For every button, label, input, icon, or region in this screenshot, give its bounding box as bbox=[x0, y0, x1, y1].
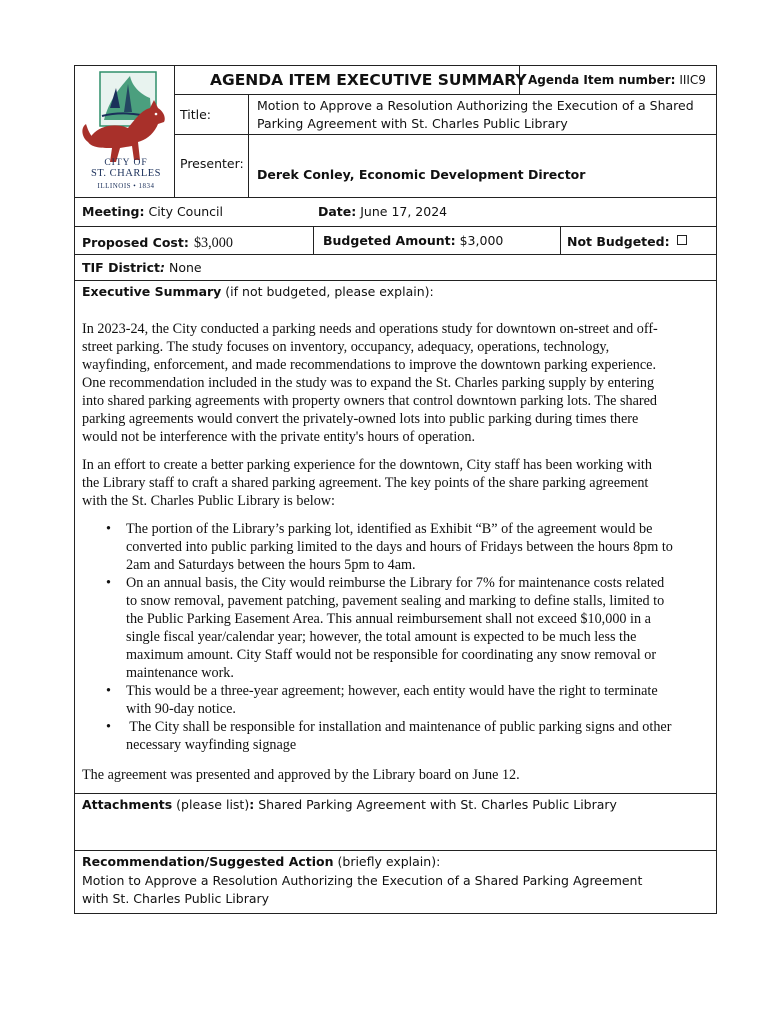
divider bbox=[74, 850, 717, 851]
title-line: Parking Agreement with St. Charles Public Library bbox=[257, 116, 568, 131]
tif-value: None bbox=[168, 260, 202, 275]
document-title: AGENDA ITEM EXECUTIVE SUMMARY bbox=[210, 71, 527, 89]
title-label: Title: bbox=[180, 107, 211, 122]
text-line: would not be interference with the private entity's hours of operation. bbox=[82, 429, 475, 445]
date-label: Date: bbox=[318, 204, 357, 219]
text-line: parking agreements would convert the privately-owned lots into public parking during times there bbox=[82, 411, 639, 427]
budgeted-amount-value: $3,000 bbox=[459, 233, 504, 248]
recommendation-label: Recommendation/Suggested Action bbox=[82, 854, 334, 869]
tif-label: TIF District bbox=[82, 260, 160, 275]
logo-city-of: CITY OF bbox=[104, 158, 148, 168]
logo-city-name: ST. CHARLES bbox=[90, 168, 162, 179]
text-line: street parking. The study focuses on inventory, occupancy, adequacy, operations, technology, bbox=[82, 339, 610, 355]
text-line: with the St. Charles Public Library is below: bbox=[82, 493, 335, 509]
recommendation-line: with St. Charles Public Library bbox=[82, 891, 270, 906]
summary-paragraph-2 bbox=[82, 456, 712, 510]
divider bbox=[74, 226, 717, 227]
divider bbox=[174, 65, 175, 197]
divider bbox=[74, 254, 717, 255]
executive-summary-label: Executive Summary bbox=[82, 284, 222, 299]
not-budgeted-checkbox[interactable] bbox=[677, 235, 687, 245]
attachments-hint: (please list) bbox=[172, 797, 250, 812]
divider bbox=[248, 94, 249, 197]
agenda-item-number bbox=[528, 73, 706, 87]
divider bbox=[174, 134, 717, 135]
list-item: • On an annual basis, the City would reimburse the Library for 7% for maintenance costs related to snow removal, pavement patching, pavement sealing and marking to define stalls, limited to the Public Parking Easement Area. This annual reimbursement shall not exceed $10,000 in a single fiscal year/calendar year; however, the total amount is expected to be much less the maximum amount. City Staff would not be responsible for coordinating any snow removal or maintenance work. bbox=[80, 574, 716, 682]
executive-summary-heading bbox=[82, 284, 434, 299]
text-line: into shared parking agreements with property owners that control downtown parking lots. The shared bbox=[82, 393, 657, 409]
attachments-label: Attachments bbox=[82, 797, 173, 812]
agenda-item-value: IIIC9 bbox=[679, 73, 706, 87]
tif-district-field bbox=[82, 260, 202, 275]
attachments-colon: : bbox=[249, 797, 255, 812]
divider bbox=[74, 793, 717, 794]
recommendation-hint: (briefly explain): bbox=[333, 854, 441, 869]
presenter-label: Presenter: bbox=[180, 156, 244, 171]
budgeted-amount-field bbox=[323, 233, 503, 248]
divider bbox=[560, 226, 561, 254]
title-line: Motion to Approve a Resolution Authorizing the Execution of a Shared bbox=[257, 98, 694, 113]
divider bbox=[74, 280, 717, 281]
divider bbox=[313, 226, 314, 254]
text-line: the Library staff to craft a shared parking agreement. The key points of the share parking agreement bbox=[82, 475, 649, 491]
text-line: One recommendation included in the study was to expand the St. Charles parking supply by entering bbox=[82, 375, 655, 391]
proposed-cost-label: Proposed Cost: bbox=[82, 235, 189, 250]
fox-logo-icon bbox=[80, 68, 172, 168]
list-item: • The portion of the Library’s parking lot, identified as Exhibit “B” of the agreement would be converted into public parking limited to the days and hours of Fridays between the hours 8pm to 2am and Saturdays between the hours 5pm to 4am. bbox=[80, 520, 716, 574]
attachments-field bbox=[82, 797, 617, 812]
meeting-label: Meeting: bbox=[82, 204, 145, 219]
list-item: • The City shall be responsible for installation and maintenance of public parking signs and other necessary wayfinding signage bbox=[80, 718, 716, 754]
text-line: In an effort to create a better parking experience for the downtown, City staff has been working with bbox=[82, 457, 652, 473]
recommendation-line: Motion to Approve a Resolution Authorizing the Execution of a Shared Parking Agreement bbox=[82, 872, 643, 888]
meeting-value: City Council bbox=[148, 204, 223, 219]
logo-state-year: ILLINOIS • 1834 bbox=[97, 182, 155, 190]
tif-colon: : bbox=[159, 260, 165, 275]
not-budgeted-label: Not Budgeted: bbox=[567, 234, 670, 249]
divider bbox=[174, 94, 717, 95]
agenda-item-label: Agenda Item number: bbox=[528, 73, 676, 87]
recommendation-field bbox=[82, 853, 642, 909]
presenter-value: Derek Conley, Economic Development Director bbox=[257, 167, 586, 182]
text-line: In 2023-24, the City conducted a parking needs and operations study for downtown on-street and off- bbox=[82, 321, 658, 337]
proposed-cost-field bbox=[82, 232, 233, 252]
title-value bbox=[257, 97, 694, 133]
budgeted-amount-label: Budgeted Amount: bbox=[323, 233, 456, 248]
executive-summary-hint: (if not budgeted, please explain): bbox=[221, 284, 434, 299]
text-line: wayfinding, enforcement, and made recommendations to improve the downtown parking experience. bbox=[82, 357, 657, 373]
summary-paragraph-3: The agreement was presented and approved by the Library board on June 12. bbox=[82, 767, 520, 783]
date-field bbox=[318, 204, 447, 219]
meeting-field bbox=[82, 204, 223, 219]
proposed-cost-value: $3,000 bbox=[193, 235, 233, 251]
list-item: • This would be a three-year agreement; however, each entity would have the right to terminate with 90-day notice. bbox=[80, 682, 716, 718]
date-value: June 17, 2024 bbox=[360, 204, 448, 219]
key-points-list bbox=[80, 520, 716, 754]
divider bbox=[74, 197, 717, 198]
summary-paragraph-1 bbox=[82, 320, 712, 446]
attachments-value: Shared Parking Agreement with St. Charles Public Library bbox=[254, 797, 617, 812]
